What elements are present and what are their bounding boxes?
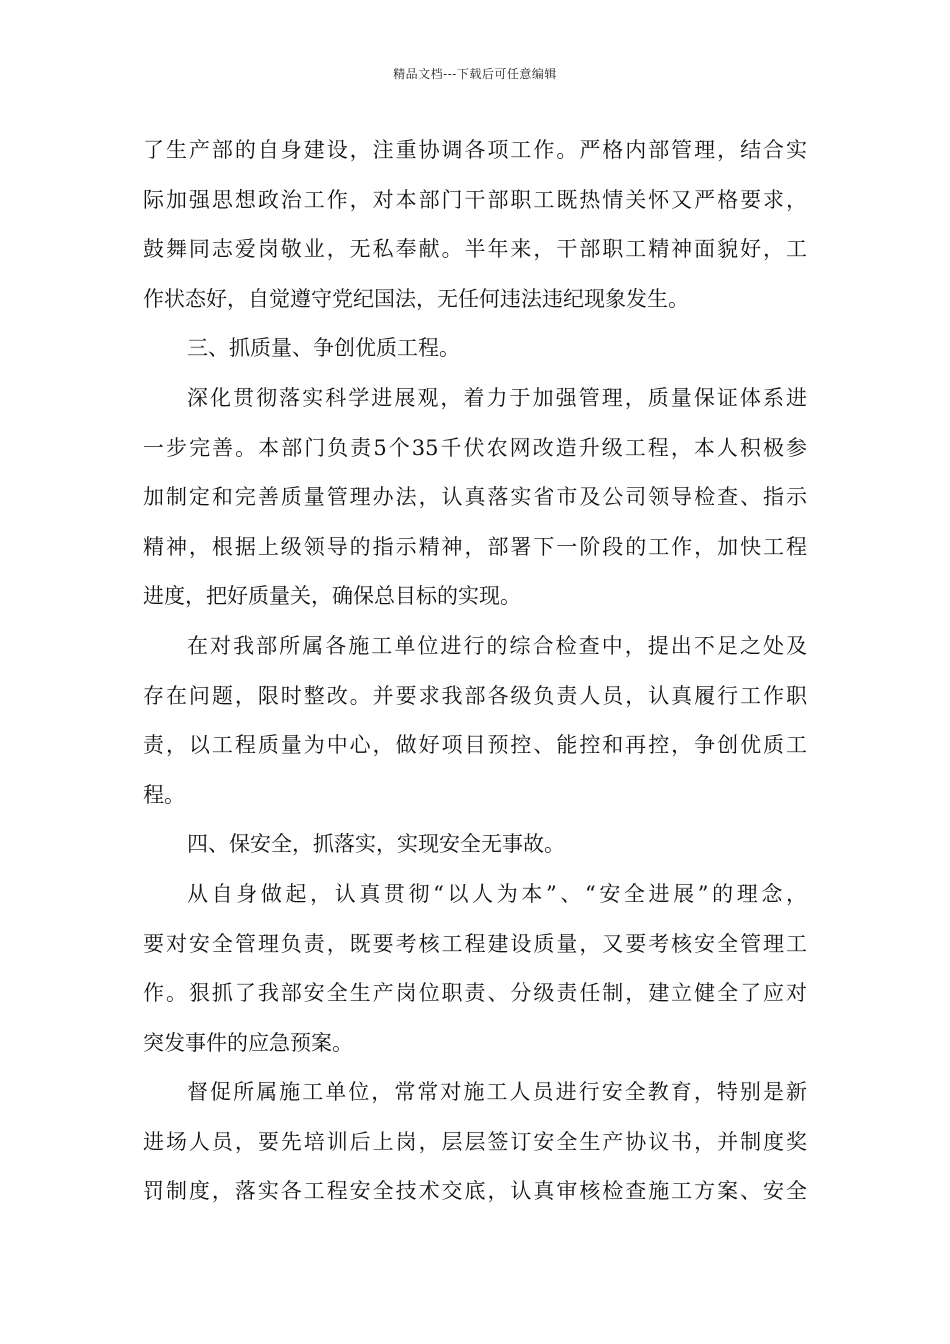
text-line: 进度，把好质量关，确保总目标的实现。 [143, 584, 521, 609]
page-header: 精品文档---下载后可任意编辑 [393, 67, 557, 81]
text-line: 精神，根据上级领导的指示精神，部署下一阶段的工作，加快工程 [143, 534, 807, 559]
text-line: 作。狠抓了我部安全生产岗位职责、分级责任制，建立健全了应对 [143, 981, 807, 1006]
text-line: 了生产部的自身建设，注重协调各项工作。严格内部管理，结合实 [143, 138, 807, 162]
section-heading: 三、抓质量、争创优质工程。 [187, 336, 460, 361]
text-line: 一步完善。本部门负责5个35千伏农网改造升级工程，本人积极参 [143, 435, 807, 460]
text-line: 鼓舞同志爱岗敬业，无私奉献。半年来，干部职工精神面貌好，工 [143, 237, 807, 262]
text-line: 从自身做起，认真贯彻“以人为本”、“安全进展”的理念， [187, 881, 807, 906]
text-line: 作状态好，自觉遵守党纪国法，无任何违法违纪现象发生。 [143, 286, 689, 311]
section-heading: 四、保安全，抓落实，实现安全无事故。 [187, 832, 565, 857]
text-line: 督促所属施工单位，常常对施工人员进行安全教育，特别是新 [187, 1080, 807, 1105]
text-line: 在对我部所属各施工单位进行的综合检查中，提出不足之处及 [187, 633, 807, 658]
text-line: 突发事件的应急预案。 [143, 1030, 353, 1055]
text-line: 加制定和完善质量管理办法，认真落实省市及公司领导检查、指示 [143, 485, 807, 510]
text-line: 存在问题，限时整改。并要求我部各级负责人员，认真履行工作职 [143, 683, 807, 708]
text-line: 责，以工程质量为中心，做好项目预控、能控和再控，争创优质工 [143, 733, 807, 758]
text-line: 要对安全管理负责，既要考核工程建设质量，又要考核安全管理工 [143, 931, 807, 956]
text-line: 罚制度，落实各工程安全技术交底，认真审核检查施工方案、安全 [143, 1179, 807, 1204]
text-line: 深化贯彻落实科学进展观，着力于加强管理，质量保证体系进 [187, 385, 807, 410]
text-line: 进场人员，要先培训后上岗，层层签订安全生产协议书，并制度奖 [143, 1129, 807, 1154]
text-line: 际加强思想政治工作，对本部门干部职工既热情关怀又严格要求， [143, 187, 807, 212]
text-line: 程。 [143, 782, 185, 807]
document-body [143, 126, 807, 1217]
